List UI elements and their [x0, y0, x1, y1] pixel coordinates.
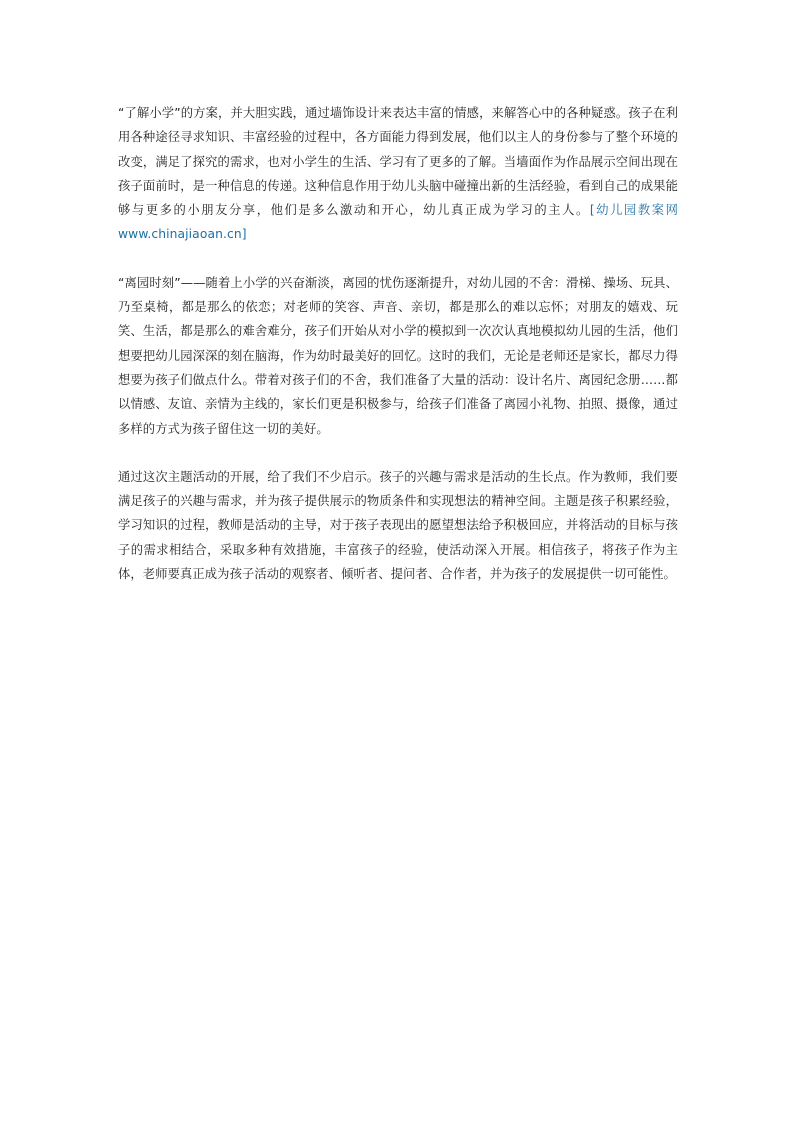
paragraph-1-text: “了解小学”的方案，并大胆实践，通过墙饰设计来表达丰富的情感，来解答心中的各种疑惑。孩子在利用各种途径寻求知识、丰富经验的过程中，各方面能力得到发展，他们以主人的身份参与了整个环境的改变，满足了探究的需求，也对小学生的生活、学习有了更多的了解。当墙面作为作品展示空间出现在孩子面前时，是一种信息的传递。这种信息作用于幼儿头脑中碰撞出新的生活经验，看到自己的成果能够与更多的小朋友分享，他们是多么激动和开心，幼儿真正成为学习的主人。 — [118, 106, 678, 218]
paragraph-understand-primary-school — [118, 101, 678, 247]
paragraph-2-text: “离园时刻”——随着上小学的兴奋渐淡，离园的忧伤逐渐提升，对幼儿园的不舍：滑梯、操场、玩具、乃至桌椅，都是那么的依恋；对老师的笑容、声音、亲切，都是那么的难以忘怀；对朋友的嬉戏、玩笑、生活，都是那么的难舍难分，孩子们开始从对小学的模拟到一次次认真地模拟幼儿园的生活，他们想要把幼儿园深深的刻在脑海，作为幼时最美好的回忆。这时的我们，无论是老师还是家长，都尽力得想要为孩子们做点什么。带着对孩子们的不舍，我们准备了大量的活动：设计名片、离园纪念册……都以情感、友谊、亲情为主线的，家长们更是积极参与，给孩子们准备了离园小礼物、拍照、摄像，通过多样的方式为孩子留住这一切的美好。 — [118, 275, 678, 436]
paragraph-reflection — [118, 465, 678, 586]
paragraph-3-text: 通过这次主题活动的开展，给了我们不少启示。孩子的兴趣与需求是活动的生长点。作为教师，我们要满足孩子的兴趣与需求，并为孩子提供展示的物质条件和实现想法的精神空间。主题是孩子积累经验，学习知识的过程，教师是活动的主导，对于孩子表现出的愿望想法给予积极回应，并将活动的目标与孩子的需求相结合，采取多种有效措施，丰富孩子的经验，使活动深入开展。相信孩子，将孩子作为主体，老师要真正成为孩子活动的观察者、倾听者、提问者、合作者，并为孩子的发展提供一切可能性。 — [118, 469, 678, 582]
source-link[interactable]: [幼儿园教案网 www.chinajiaoan.cn] — [118, 203, 679, 242]
paragraph-leaving-kindergarten — [118, 271, 678, 441]
document-page — [118, 101, 678, 586]
